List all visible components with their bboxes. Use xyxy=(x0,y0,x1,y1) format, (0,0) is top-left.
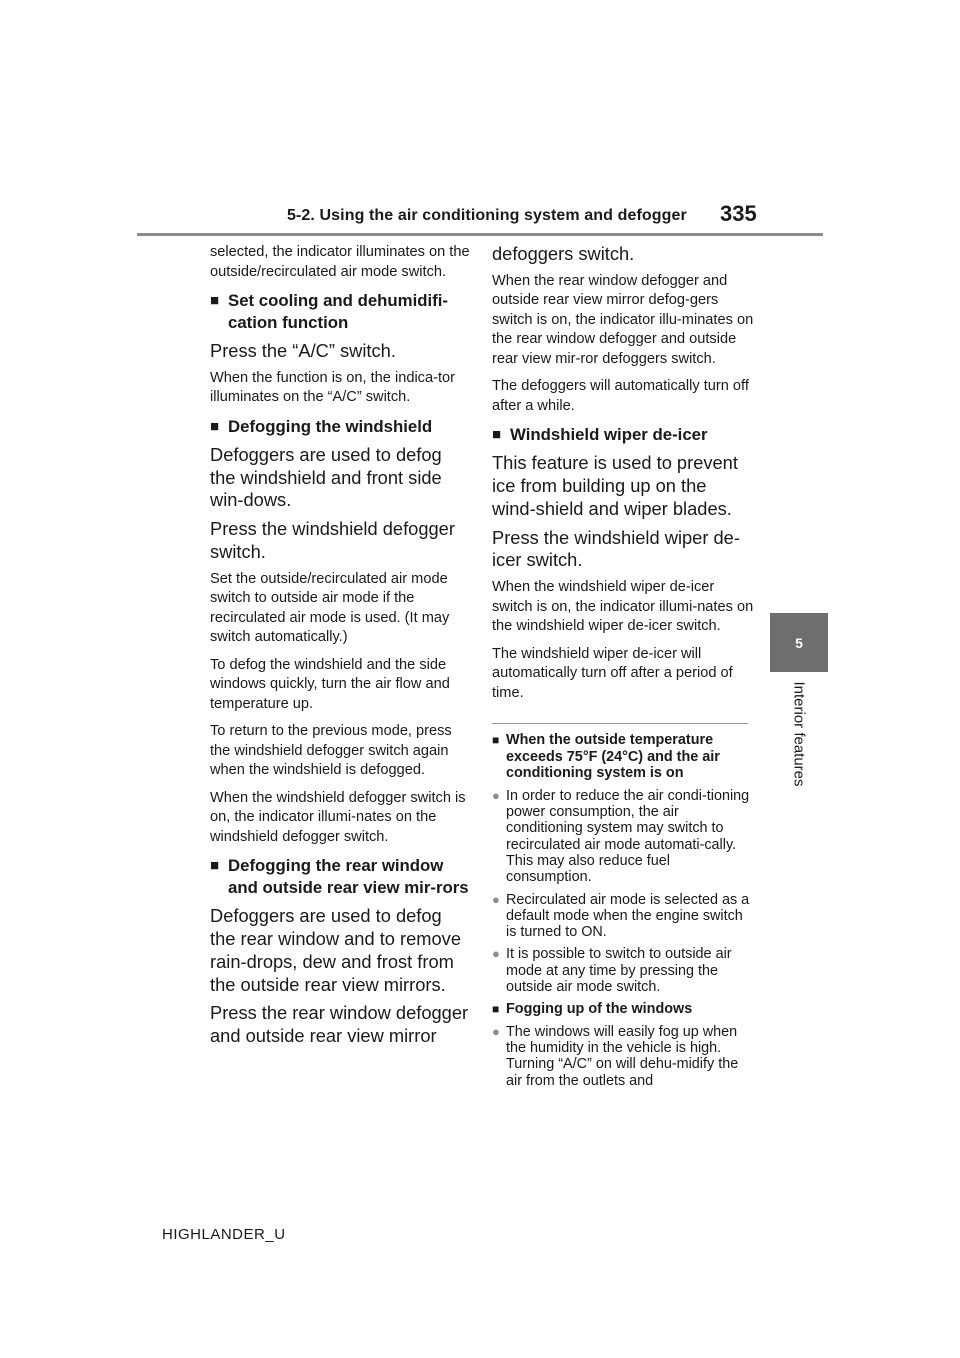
list-item-text: In order to reduce the air condi-tioning power consumption, the air conditioning system may switch to recirculated air mode automati-cally. This may also reduce fuel consumption. xyxy=(506,787,750,886)
paragraph: Press the rear window defogger and outside rear view mirror xyxy=(210,1002,469,1047)
list-item xyxy=(492,788,754,886)
section-heading xyxy=(210,416,470,438)
chapter-number: 5 xyxy=(795,634,803,651)
paragraph: The defoggers will automatically turn off after a while. xyxy=(492,378,749,414)
paragraph: Set the outside/recirculated air mode switch to outside air mode if the recirculated air mode is used. (It may switch automatically.) xyxy=(210,570,450,646)
chapter-label: Interior features xyxy=(790,681,808,787)
section-heading-text: Windshield wiper de-icer xyxy=(510,425,708,445)
list-item-text: The windows will easily fog up when the humidity in the vehicle is high. Turning “A/C” on will dehu-midify the air from the outlets and xyxy=(506,1023,739,1089)
square-bullet-icon: ■ xyxy=(210,857,220,875)
paragraph: Defoggers are used to defog the windshield and front side win-dows. xyxy=(210,443,442,511)
paragraph: Defoggers are used to defog the rear window and to remove rain-drops, dew and frost from the outside rear view mirrors. xyxy=(210,905,461,995)
paragraph: selected, the indicator illuminates on the outside/recirculated air mode switch. xyxy=(210,244,470,280)
footer-model-code: HIGHLANDER_U xyxy=(162,1226,286,1243)
paragraph: To return to the previous mode, press the windshield defogger switch again when the windshield is defogged. xyxy=(210,723,452,779)
list-item xyxy=(492,892,754,941)
paragraph: To defog the windshield and the side windows quickly, turn the air flow and temperature up. xyxy=(210,656,450,712)
dot-bullet-icon: ● xyxy=(492,946,500,962)
left-column xyxy=(210,243,470,1054)
section-heading xyxy=(210,855,470,899)
right-column xyxy=(492,243,754,1095)
paragraph: Press the windshield defogger switch. xyxy=(210,518,455,562)
page-number: 335 xyxy=(720,201,757,226)
dot-bullet-icon: ● xyxy=(492,891,500,907)
dot-bullet-icon: ● xyxy=(492,1023,500,1039)
list-item xyxy=(492,1024,754,1089)
paragraph: When the function is on, the indica-tor illuminates on the “A/C” switch. xyxy=(210,369,455,406)
note-heading xyxy=(492,1001,754,1018)
square-bullet-icon: ■ xyxy=(210,292,220,309)
header-divider xyxy=(137,233,823,236)
list-item xyxy=(492,946,754,995)
square-bullet-icon: ■ xyxy=(210,417,220,435)
note-heading xyxy=(492,732,754,782)
note-heading-text: When the outside temperature exceeds 75°F (24°C) and the air conditioning system is on xyxy=(506,732,720,782)
paragraph: When the rear window defogger and outside rear view mirror defog-gers switch is on, the indicator illu-minates on the rear window defogger and outside rear view mir-ror defoggers switch. xyxy=(492,272,754,367)
note-divider xyxy=(492,723,748,724)
paragraph: defoggers switch. xyxy=(492,243,635,264)
paragraph: This feature is used to prevent ice from building up on the wind-shield and wiper blades. xyxy=(492,452,738,519)
dot-bullet-icon: ● xyxy=(492,787,500,803)
section-heading-text: Defogging the rear window and outside rear view mir-rors xyxy=(228,856,469,898)
list-item-text: Recirculated air mode is selected as a default mode when the engine switch is turned to ON. xyxy=(506,891,750,941)
section-heading-text: Set cooling and dehumidifi-cation function xyxy=(228,291,449,332)
paragraph: Press the “A/C” switch. xyxy=(210,340,396,361)
section-heading xyxy=(210,290,470,334)
square-bullet-icon: ■ xyxy=(492,426,502,444)
section-heading xyxy=(492,424,754,446)
note-heading-text: Fogging up of the windows xyxy=(506,1001,693,1018)
chapter-tab[interactable] xyxy=(770,613,828,672)
paragraph: When the windshield wiper de-icer switch is on, the indicator illumi-nates on the windshield wiper de-icer switch. xyxy=(492,579,754,635)
list-item-text: It is possible to switch to outside air mode at any time by pressing the outside air mode switch. xyxy=(506,946,732,996)
paragraph: When the windshield defogger switch is on, the indicator illumi-nates on the windshield defogger switch. xyxy=(210,789,466,845)
page-header-title: 5-2. Using the air conditioning system and defogger xyxy=(287,207,687,224)
paragraph: Press the windshield wiper de-icer switch. xyxy=(492,526,740,571)
square-bullet-icon: ■ xyxy=(492,1002,500,1017)
square-bullet-icon: ■ xyxy=(492,733,500,748)
paragraph: The windshield wiper de-icer will automatically turn off after a period of time. xyxy=(492,645,733,701)
section-heading-text: Defogging the windshield xyxy=(228,416,433,436)
